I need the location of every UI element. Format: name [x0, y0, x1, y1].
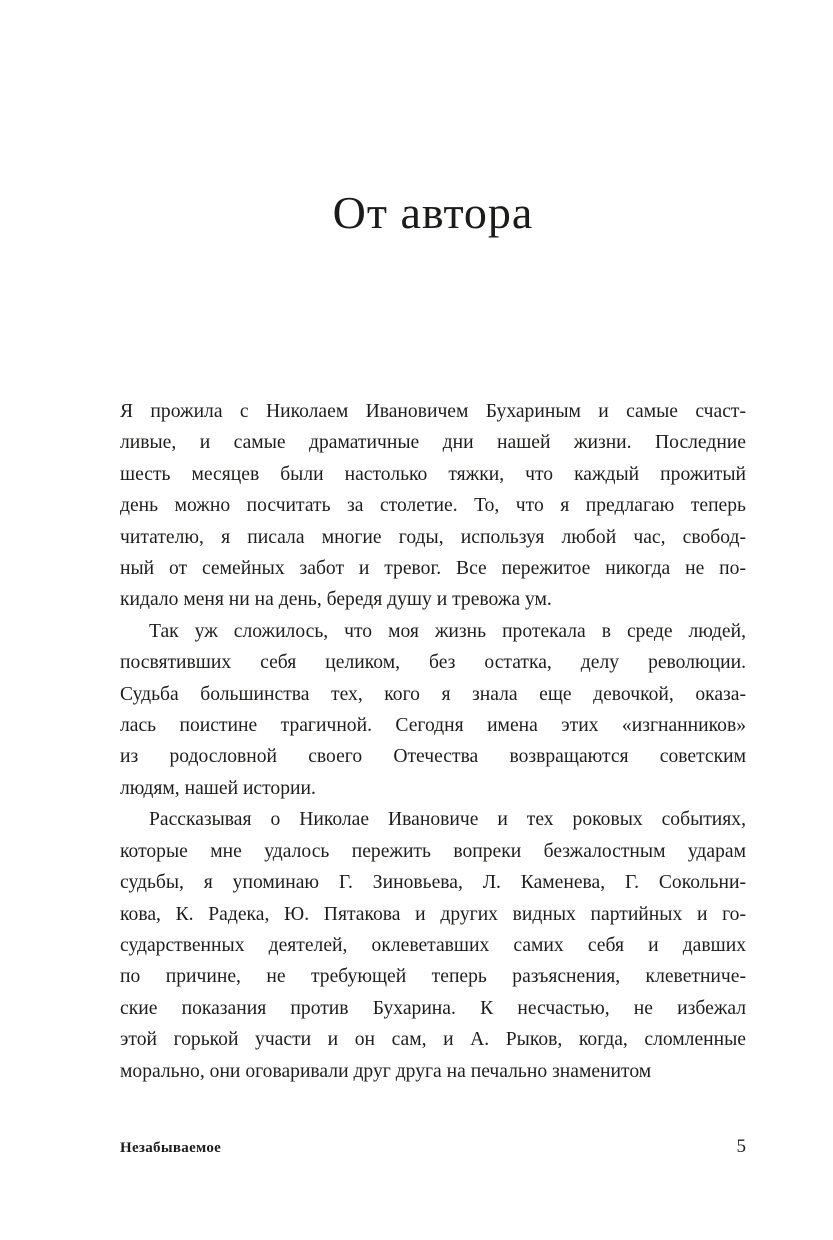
text-line: которые мне удалось пережить вопреки безжалостным ударам: [120, 840, 746, 862]
page-footer: [120, 1136, 746, 1158]
body-text: [120, 396, 746, 1087]
text-line: людям, нашей истории.: [120, 777, 316, 799]
text-line: шесть месяцев были настолько тяжки, что каждый прожитый: [120, 463, 746, 485]
text-line: кова, К. Радека, Ю. Пятакова и других видных партийных и го-: [120, 903, 746, 925]
text-line: по причине, не требующей теперь разъяснения, клеветниче-: [120, 966, 746, 988]
paragraph: [120, 396, 746, 616]
text-line: день можно посчитать за столетие. То, что я предлагаю теперь: [120, 495, 746, 517]
text-line: посвятивших себя целиком, без остатка, делу революции.: [120, 652, 746, 674]
text-line: Так уж сложилось, что моя жизнь протекала в среде людей,: [149, 620, 746, 642]
text-line: Рассказывая о Николае Ивановиче и тех роковых событиях,: [149, 809, 746, 831]
paragraph: [120, 616, 746, 804]
text-line: судьбы, я упоминаю Г. Зиновьева, Л. Каменева, Г. Сокольни-: [120, 872, 746, 894]
text-line: этой горькой участи и он сам, и А. Рыков, когда, сломленные: [120, 1029, 746, 1051]
text-line: сударственных деятелей, оклеветавших самих себя и давших: [120, 934, 746, 956]
text-line: Судьба большинства тех, кого я знала еще девочкой, оказа-: [120, 683, 746, 705]
text-line: ские показания против Бухарина. К несчастью, не избежал: [120, 997, 746, 1019]
paragraph: [120, 804, 746, 1087]
text-line: читателю, я писала многие годы, используя любой час, свобод-: [120, 526, 746, 548]
running-footer-book-title: Незабываемое: [120, 1140, 222, 1156]
text-line: кидало меня ни на день, бередя душу и тревожа ум.: [120, 589, 552, 611]
text-line: морально, они оговаривали друг друга на печально знаменитом: [120, 1060, 652, 1082]
text-line: из родословной своего Отечества возвращаются советским: [120, 746, 746, 768]
text-line: ливые, и самые драматичные дни нашей жизни. Последние: [120, 432, 746, 454]
page-number: 5: [736, 1136, 746, 1157]
text-line: Я прожила с Николаем Ивановичем Бухариным и самые счаст-: [120, 401, 746, 422]
text-line: ный от семейных забот и тревог. Все пережитое никогда не по-: [120, 558, 746, 580]
chapter-title: От автора: [332, 187, 534, 238]
text-line: лась поистине трагичной. Сегодня имена этих «изгнанников»: [120, 715, 746, 737]
